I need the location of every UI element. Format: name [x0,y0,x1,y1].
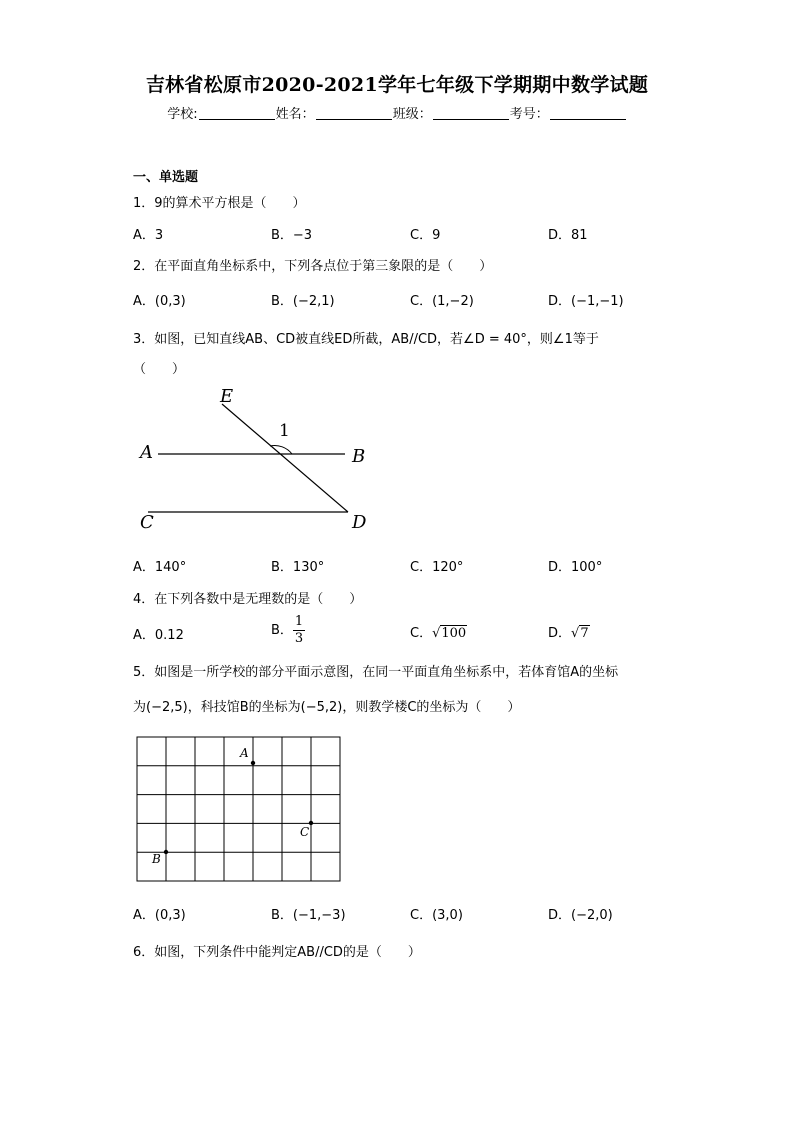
q2-option-c: C．(1,−2) [410,294,474,309]
q4-option-d-prefix: D． [548,626,572,641]
student-info-line [0,103,794,122]
school-label: 学校: [167,107,198,122]
q5-option-b: B．(−1,−3) [271,908,346,923]
fraction-one-third [293,614,305,647]
question-6-text: 6．如图，下列条件中能判定AB//CD的是（ ） [133,945,421,960]
point-d-label: D [352,512,367,533]
grid-label-a: A [240,746,249,760]
grid-label-b: B [152,852,161,866]
question-5-text-line2: 为(−2,5)，科技馆B的坐标为(−5,2)，则教学楼C的坐标为（ ） [133,700,521,715]
q1-option-c: C．9 [410,228,441,243]
q3-option-d: D．100° [548,560,603,575]
point-a-label: A [140,442,153,463]
q5-option-d: D．(−2,0) [548,908,613,923]
q2-option-a: A．(0,3) [133,294,186,309]
school-blank[interactable] [199,106,275,120]
q2-option-b: B．(−2,1) [271,294,335,309]
angle-1-label: 1 [279,421,290,441]
sqrt-icon: √ [432,626,441,641]
q1-option-d: D．81 [548,228,588,243]
sqrt-7 [571,625,590,641]
class-label: 班级： [392,107,432,122]
fraction-denominator: 3 [294,631,304,646]
page-title: 吉林省松原市2020-2021学年七年级下学期期中数学试题 [145,74,649,96]
radicand: 100 [441,626,467,641]
question-3-text-line2: （ ） [133,362,186,377]
q4-option-d [548,622,590,641]
number-blank[interactable] [550,106,626,120]
question-3-text-line1: 3．如图，已知直线AB、CD被直线ED所截，AB//CD，若∠D = 40°，则∠1等于 [133,332,599,347]
q4-option-c-prefix: C． [410,626,433,641]
name-blank[interactable] [316,106,392,120]
q3-option-c: C．120° [410,560,464,575]
name-label: 姓名： [275,107,315,122]
q2-option-d: D．(−1,−1) [548,294,624,309]
q4-option-b [271,614,305,647]
radicand: 7 [580,626,589,641]
q4-option-b-prefix: B． [271,623,293,638]
point-c-label: C [140,512,154,533]
sqrt-icon: √ [571,626,580,641]
grid-label-c: C [300,825,310,839]
question-4-text: 4．在下列各数中是无理数的是（ ） [133,592,363,607]
point-c [309,821,313,825]
school-grid-map [136,736,344,884]
parallel-lines-figure [130,380,390,540]
question-5-text-line1: 5．如图是一所学校的部分平面示意图，在同一平面直角坐标系中，若体育馆A的坐标 [133,665,619,680]
q5-option-c: C．(3,0) [410,908,463,923]
point-b [164,850,168,854]
q3-option-a: A．140° [133,560,187,575]
q5-option-a: A．(0,3) [133,908,186,923]
q1-option-b: B．−3 [271,228,313,243]
question-2-text: 2．在平面直角坐标系中，下列各点位于第三象限的是（ ） [133,259,493,274]
fraction-numerator: 1 [294,614,304,629]
q3-option-b: B．130° [271,560,325,575]
section-heading: 一、单选题 [133,170,199,185]
point-e-label: E [220,386,234,407]
q1-option-a: A．3 [133,228,164,243]
point-a [251,761,255,765]
question-1-text: 1．9的算术平方根是（ ） [133,196,306,211]
angle-1-arc [270,446,292,454]
point-b-label: B [352,446,366,467]
number-label: 考号： [509,107,549,122]
q4-option-a: A．0.12 [133,628,184,643]
sqrt-100 [432,625,467,641]
class-blank[interactable] [433,106,509,120]
q4-option-c [410,622,467,641]
